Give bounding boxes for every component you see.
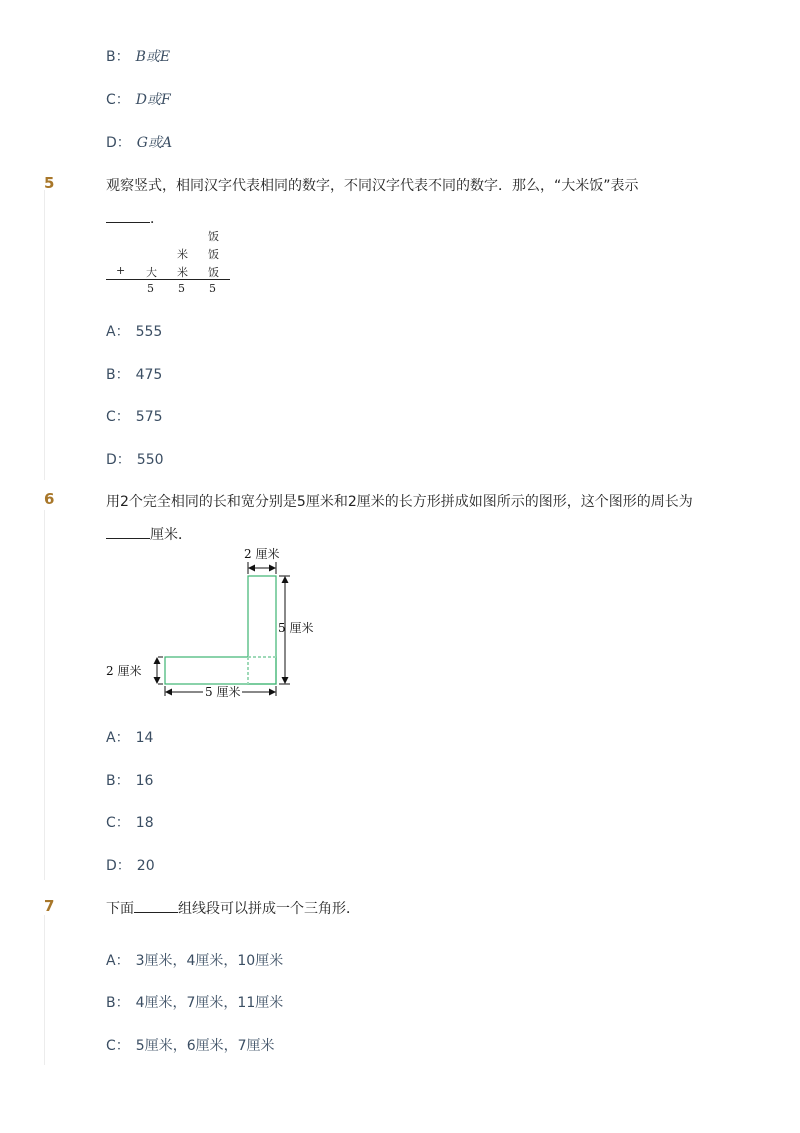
option-text: 555 (135, 324, 163, 340)
option-text: 550 (136, 452, 164, 468)
option-letter: D： (106, 135, 131, 151)
question-text: 观察竖式，相同汉字代表相同的数字，不同汉字代表不同的数字．那么，“大米饭”表示 (106, 178, 639, 194)
option-text: D或F (135, 92, 171, 108)
question-answer-line (106, 208, 164, 228)
option-text: G或A (136, 135, 173, 151)
figure-char: 米 (177, 266, 188, 279)
right-dimension-label: 5 厘米 (278, 621, 314, 635)
option-text: 20 (136, 858, 155, 874)
figure-char: 饭 (208, 248, 219, 261)
q5-option-c[interactable] (106, 406, 163, 426)
q6-option-c[interactable] (106, 812, 154, 832)
left-guide-line (44, 915, 45, 1065)
question-text-after: 组线段可以拼成一个三角形． (178, 901, 360, 917)
q7-option-a[interactable] (106, 950, 283, 970)
option-text: 4厘米，7厘米，11厘米 (135, 995, 284, 1011)
top-dimension-label: 2 厘米 (244, 547, 280, 561)
answer-blank[interactable] (134, 911, 178, 913)
option-letter: D： (106, 452, 131, 468)
horizontal-rectangle (165, 657, 276, 684)
question-text (106, 898, 360, 918)
vertical-rectangle (248, 576, 276, 684)
option-letter: C： (106, 409, 130, 425)
plus-sign: + (116, 264, 126, 277)
option-text: 5厘米，6厘米，7厘米 (135, 1038, 275, 1054)
bottom-dimension-label: 5 厘米 (205, 685, 241, 699)
figure-char: 大 (146, 266, 157, 279)
option-letter: A： (106, 953, 130, 969)
figure-digit: 5 (178, 282, 185, 295)
option-letter: B： (106, 995, 130, 1011)
q5-option-d[interactable] (106, 449, 164, 469)
option-letter: C： (106, 1038, 130, 1054)
option-text: 575 (135, 409, 163, 425)
option-letter: B： (106, 773, 130, 789)
option-text: 18 (135, 815, 154, 831)
question-number: 6 (44, 490, 55, 508)
q5-option-b[interactable] (106, 364, 162, 384)
figure-digit: 5 (209, 282, 216, 295)
q6-option-d[interactable] (106, 855, 155, 875)
left-guide-line (44, 510, 45, 880)
option-text: 14 (135, 730, 154, 746)
answer-blank[interactable] (106, 221, 150, 223)
option-letter: B： (106, 367, 130, 383)
question-number: 7 (44, 897, 55, 915)
figure-digit: 5 (147, 282, 154, 295)
answer-blank[interactable] (106, 537, 150, 539)
figure-char: 饭 (208, 230, 219, 243)
sum-line (106, 279, 230, 280)
option-letter: D： (106, 858, 131, 874)
option-letter: A： (106, 324, 130, 340)
question-number: 5 (44, 174, 55, 192)
question-answer-line (106, 524, 192, 544)
option-letter: B： (106, 49, 130, 65)
q6-option-b[interactable] (106, 770, 153, 790)
left-dimension-label: 2 厘米 (106, 664, 142, 678)
option-text: 475 (135, 367, 163, 383)
q4-option-c[interactable] (106, 89, 171, 109)
figure-char: 饭 (208, 266, 219, 279)
question-tail: 厘米． (150, 527, 192, 543)
q7-option-c[interactable] (106, 1035, 275, 1055)
l-shape-figure (100, 544, 330, 704)
q4-option-b[interactable] (106, 46, 170, 66)
question-tail: ． (150, 211, 164, 227)
option-text: 3厘米，4厘米，10厘米 (135, 953, 284, 969)
figure-char: 米 (177, 248, 188, 261)
option-letter: C： (106, 815, 130, 831)
option-letter: C： (106, 92, 130, 108)
option-letter: A： (106, 730, 130, 746)
q6-option-a[interactable] (106, 727, 153, 747)
q7-option-b[interactable] (106, 992, 283, 1012)
option-text: B或E (135, 49, 171, 65)
option-text: 16 (135, 773, 154, 789)
left-guide-line (44, 190, 45, 480)
q4-option-d[interactable] (106, 132, 172, 152)
question-text: 用2个完全相同的长和宽分别是5厘米和2厘米的长方形拼成如图所示的图形，这个图形的周长为 (106, 494, 693, 510)
question-text-before: 下面 (106, 901, 134, 917)
addition-figure (106, 228, 230, 298)
q5-option-a[interactable] (106, 321, 162, 341)
